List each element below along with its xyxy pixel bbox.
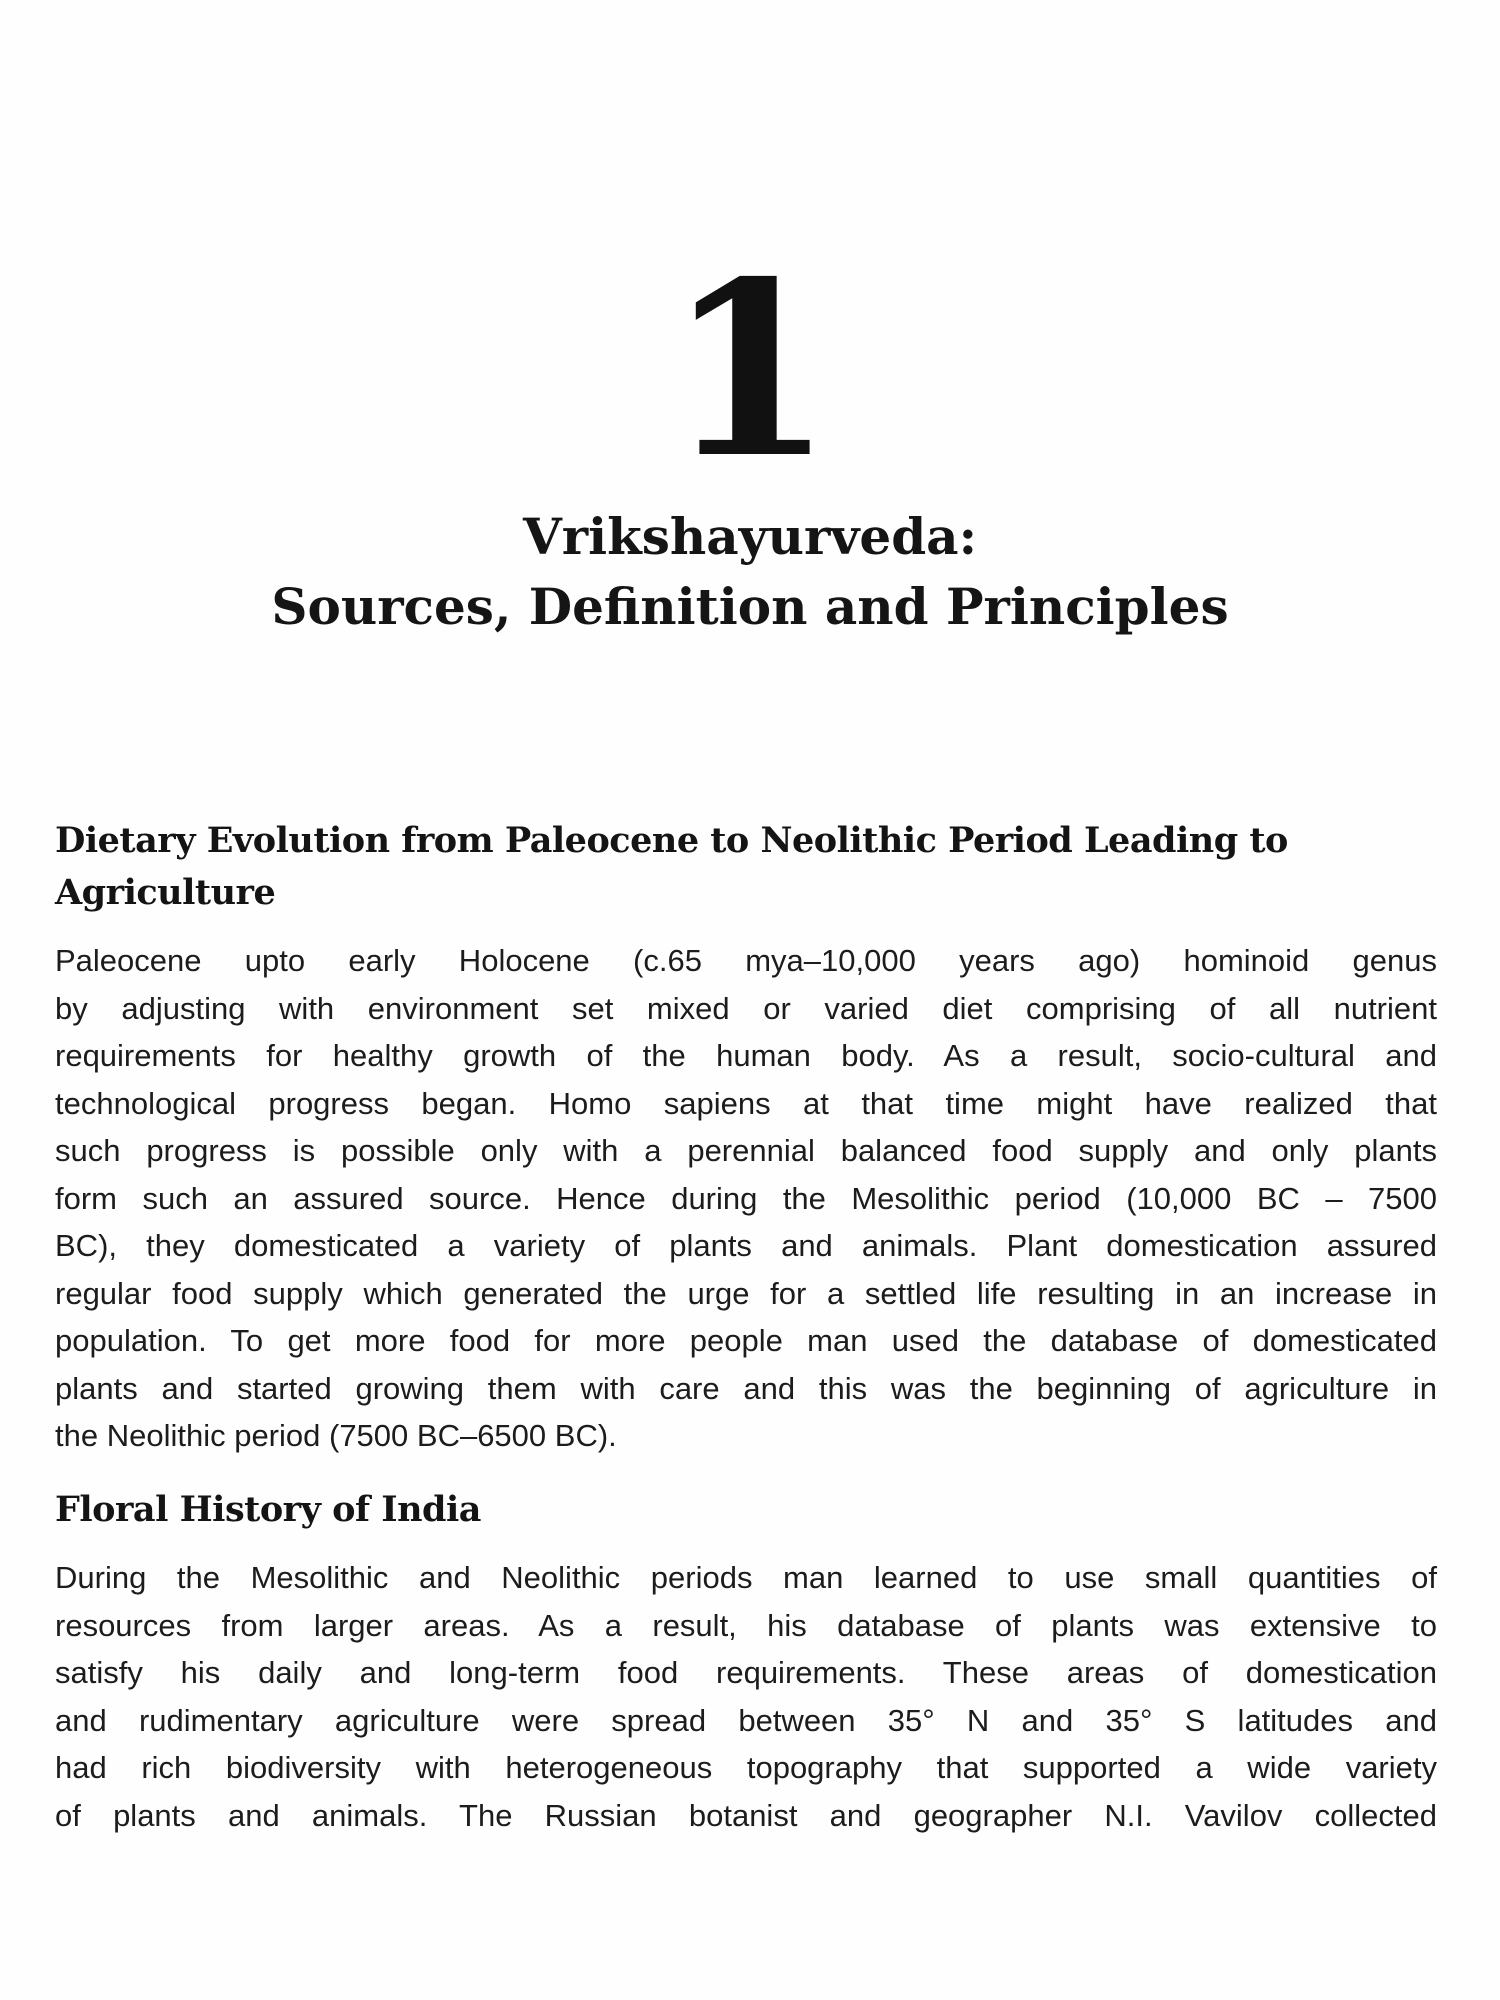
paragraph-line: such progress is possible only with a perennial balanced food supply and only plants — [55, 1133, 1437, 1168]
paragraph-line: the Neolithic period (7500 BC–6500 BC). — [55, 1418, 617, 1453]
paragraph-line: requirements for healthy growth of the human body. As a result, socio-cultural and — [55, 1038, 1437, 1073]
section-heading-line-1: Floral History of India — [55, 1489, 481, 1530]
paragraph-line: of plants and animals. The Russian botanist and geographer N.I. Vavilov collected — [55, 1797, 1437, 1833]
paragraph-line: Paleocene upto early Holocene (c.65 mya–10,000 years ago) hominoid genus — [55, 943, 1437, 978]
paragraph-line: form such an assured source. Hence during the Mesolithic period (10,000 BC – 7500 — [55, 1180, 1437, 1216]
paragraph-line: by adjusting with environment set mixed or varied diet comprising of all nutrient — [55, 990, 1437, 1026]
section-paragraph — [55, 937, 1437, 1460]
section-paragraph — [55, 1554, 1437, 1839]
paragraph-line: satisfy his daily and long-term food requirements. These areas of domestication — [55, 1655, 1437, 1690]
paragraph-line: resources from larger areas. As a result, his database of plants was extensive to — [55, 1607, 1437, 1643]
section-heading — [55, 815, 1437, 919]
paragraph-line: BC), they domesticated a variety of plants and animals. Plant domestication assured — [55, 1228, 1437, 1263]
chapter-title-line-1: Vrikshayurveda: — [522, 507, 978, 566]
section-heading — [55, 1484, 1437, 1536]
chapter-title — [0, 502, 1500, 642]
section-floral-history — [55, 1484, 1437, 1839]
paragraph-line: plants and started growing them with care and this was the beginning of agriculture in — [55, 1370, 1437, 1406]
paragraph-line: regular food supply which generated the urge for a settled life resulting in an increase in — [55, 1275, 1437, 1311]
paragraph-line: had rich biodiversity with heterogeneous topography that supported a wide variety — [55, 1750, 1437, 1785]
paragraph-line: population. To get more food for more people man used the database of domesticated — [55, 1323, 1437, 1358]
paragraph-line: During the Mesolithic and Neolithic periods man learned to use small quantities of — [55, 1560, 1437, 1595]
section-dietary-evolution — [55, 815, 1437, 1460]
section-heading-line-1: Dietary Evolution from Paleocene to Neolithic Period Leading to — [55, 820, 1288, 861]
chapter-number: 1 — [666, 229, 834, 511]
section-heading-line-2: Agriculture — [55, 872, 276, 913]
chapter-title-line-2: Sources, Definition and Principles — [271, 577, 1229, 636]
paragraph-line: technological progress began. Homo sapiens at that time might have realized that — [55, 1085, 1437, 1121]
paragraph-line: and rudimentary agriculture were spread between 35° N and 35° S latitudes and — [55, 1702, 1437, 1738]
